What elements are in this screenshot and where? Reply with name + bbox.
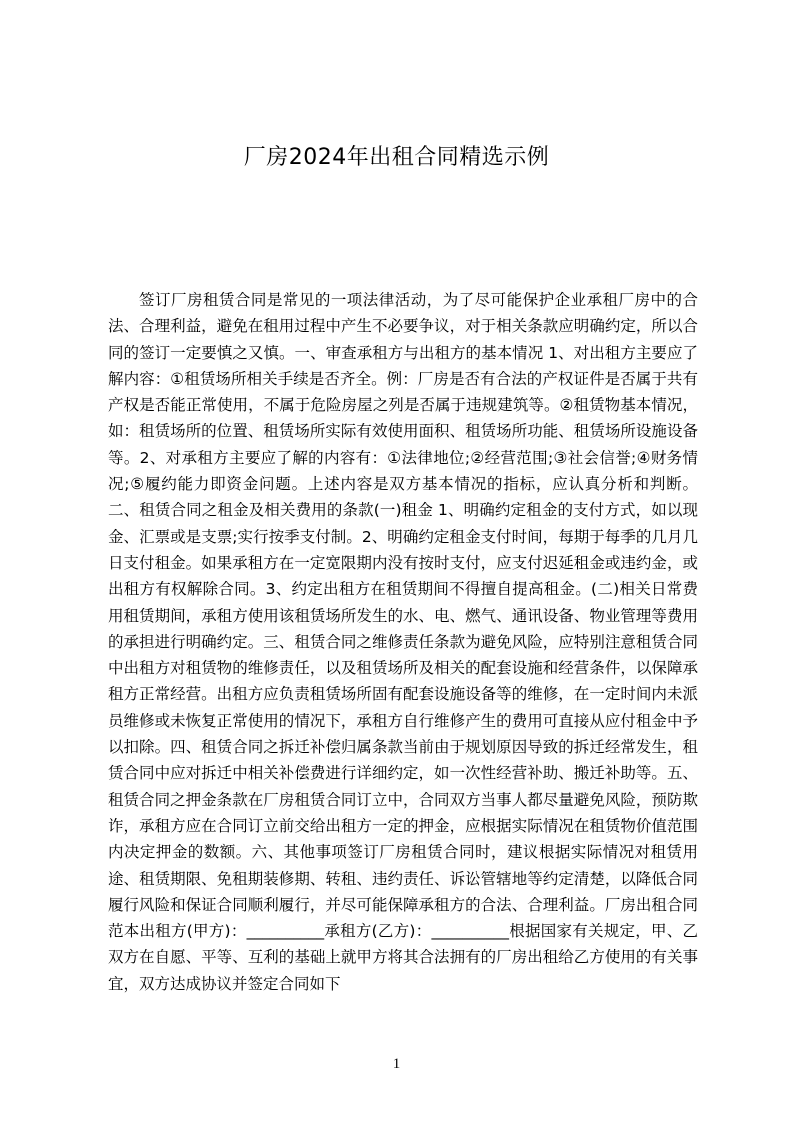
page-number: 1 bbox=[392, 1056, 401, 1072]
document-title: 厂房2024年出租合同精选示例 bbox=[243, 145, 550, 170]
document-body: 签订厂房租赁合同是常见的一项法律活动，为了尽可能保护企业承租厂房中的合法、合理利益，避免在租用过程中产生不必要争议，对于相关条款应明确约定，所以合同的签订一定要慎之又慎。一、审查承租方与出租方的基本情况 1、对出租方主要应了解内容：①租赁场所相关手续是否齐全。例：厂房是否有合法的产权证件是否属于共有产权是否能正常使用，不属于危险房屋之列是否属于违规建筑等。②租赁物基本情况，如：租赁场所的位置、租赁场所实际有效使用面积、租赁场所功能、租赁场所设施设备等。2、对承租方主要应了解的内容有：①法律地位;②经营范围;③社会信誉;④财务情况;⑤履约能力即资金问题。上述内容是双方基本情况的指标，应认真分析和判断。二、租赁合同之租金及相关费用的条款(一)租金 1、明确约定租金的支付方式，如以现金、汇票或是支票;实行按季支付制。2、明确约定租金支付时间，每期于每季的几月几日支付租金。如果承租方在一定宽限期内没有按时支付，应支付迟延租金或违约金，或出租方有权解除合同。3、约定出租方在租赁期间不得擅自提高租金。(二)相关日常费用租赁期间，承租方使用该租赁场所发生的水、电、燃气、通讯设备、物业管理等费用的承担进行明确约定。三、租赁合同之维修责任条款为避免风险，应特别注意租赁合同中出租方对租赁物的维修责任，以及租赁场所及相关的配套设施和经营条件，以保障承租方正常经营。出租方应负责租赁场所固有配套设施设备等的维修，在一定时间内未派员维修或未恢复正常使用的情况下，承租方自行维修产生的费用可直接从应付租金中予以扣除。四、租赁合同之拆迁补偿归属条款当前由于规划原因导致的拆迁经常发生，租赁合同中应对拆迁中相关补偿费进行详细约定，如一次性经营补助、搬迁补助等。五、租赁合同之押金条款在厂房租赁合同订立中，合同双方当事人都尽量避免风险，预防欺诈，承租方应在合同订立前交给出租方一定的押金，应根据实际情况在租赁物价值范围内决定押金的数额。六、其他事项签订厂房租赁合同时，建议根据实际情况对租赁用途、租赁期限、免租期装修期、转租、违约责任、诉讼管辖地等约定清楚，以降低合同履行风险和保证合同顺利履行，并尽可能保障承租方的合法、合理利益。厂房出租合同范本出租方(甲方)：__________承租方(乙方)：__________根据国家有关规定，甲、乙双方在自愿、平等、互利的基础上就甲方将其合法拥有的厂房出租给乙方使用的有关事宜，双方达成协议并签定合同如下 bbox=[108, 291, 698, 993]
